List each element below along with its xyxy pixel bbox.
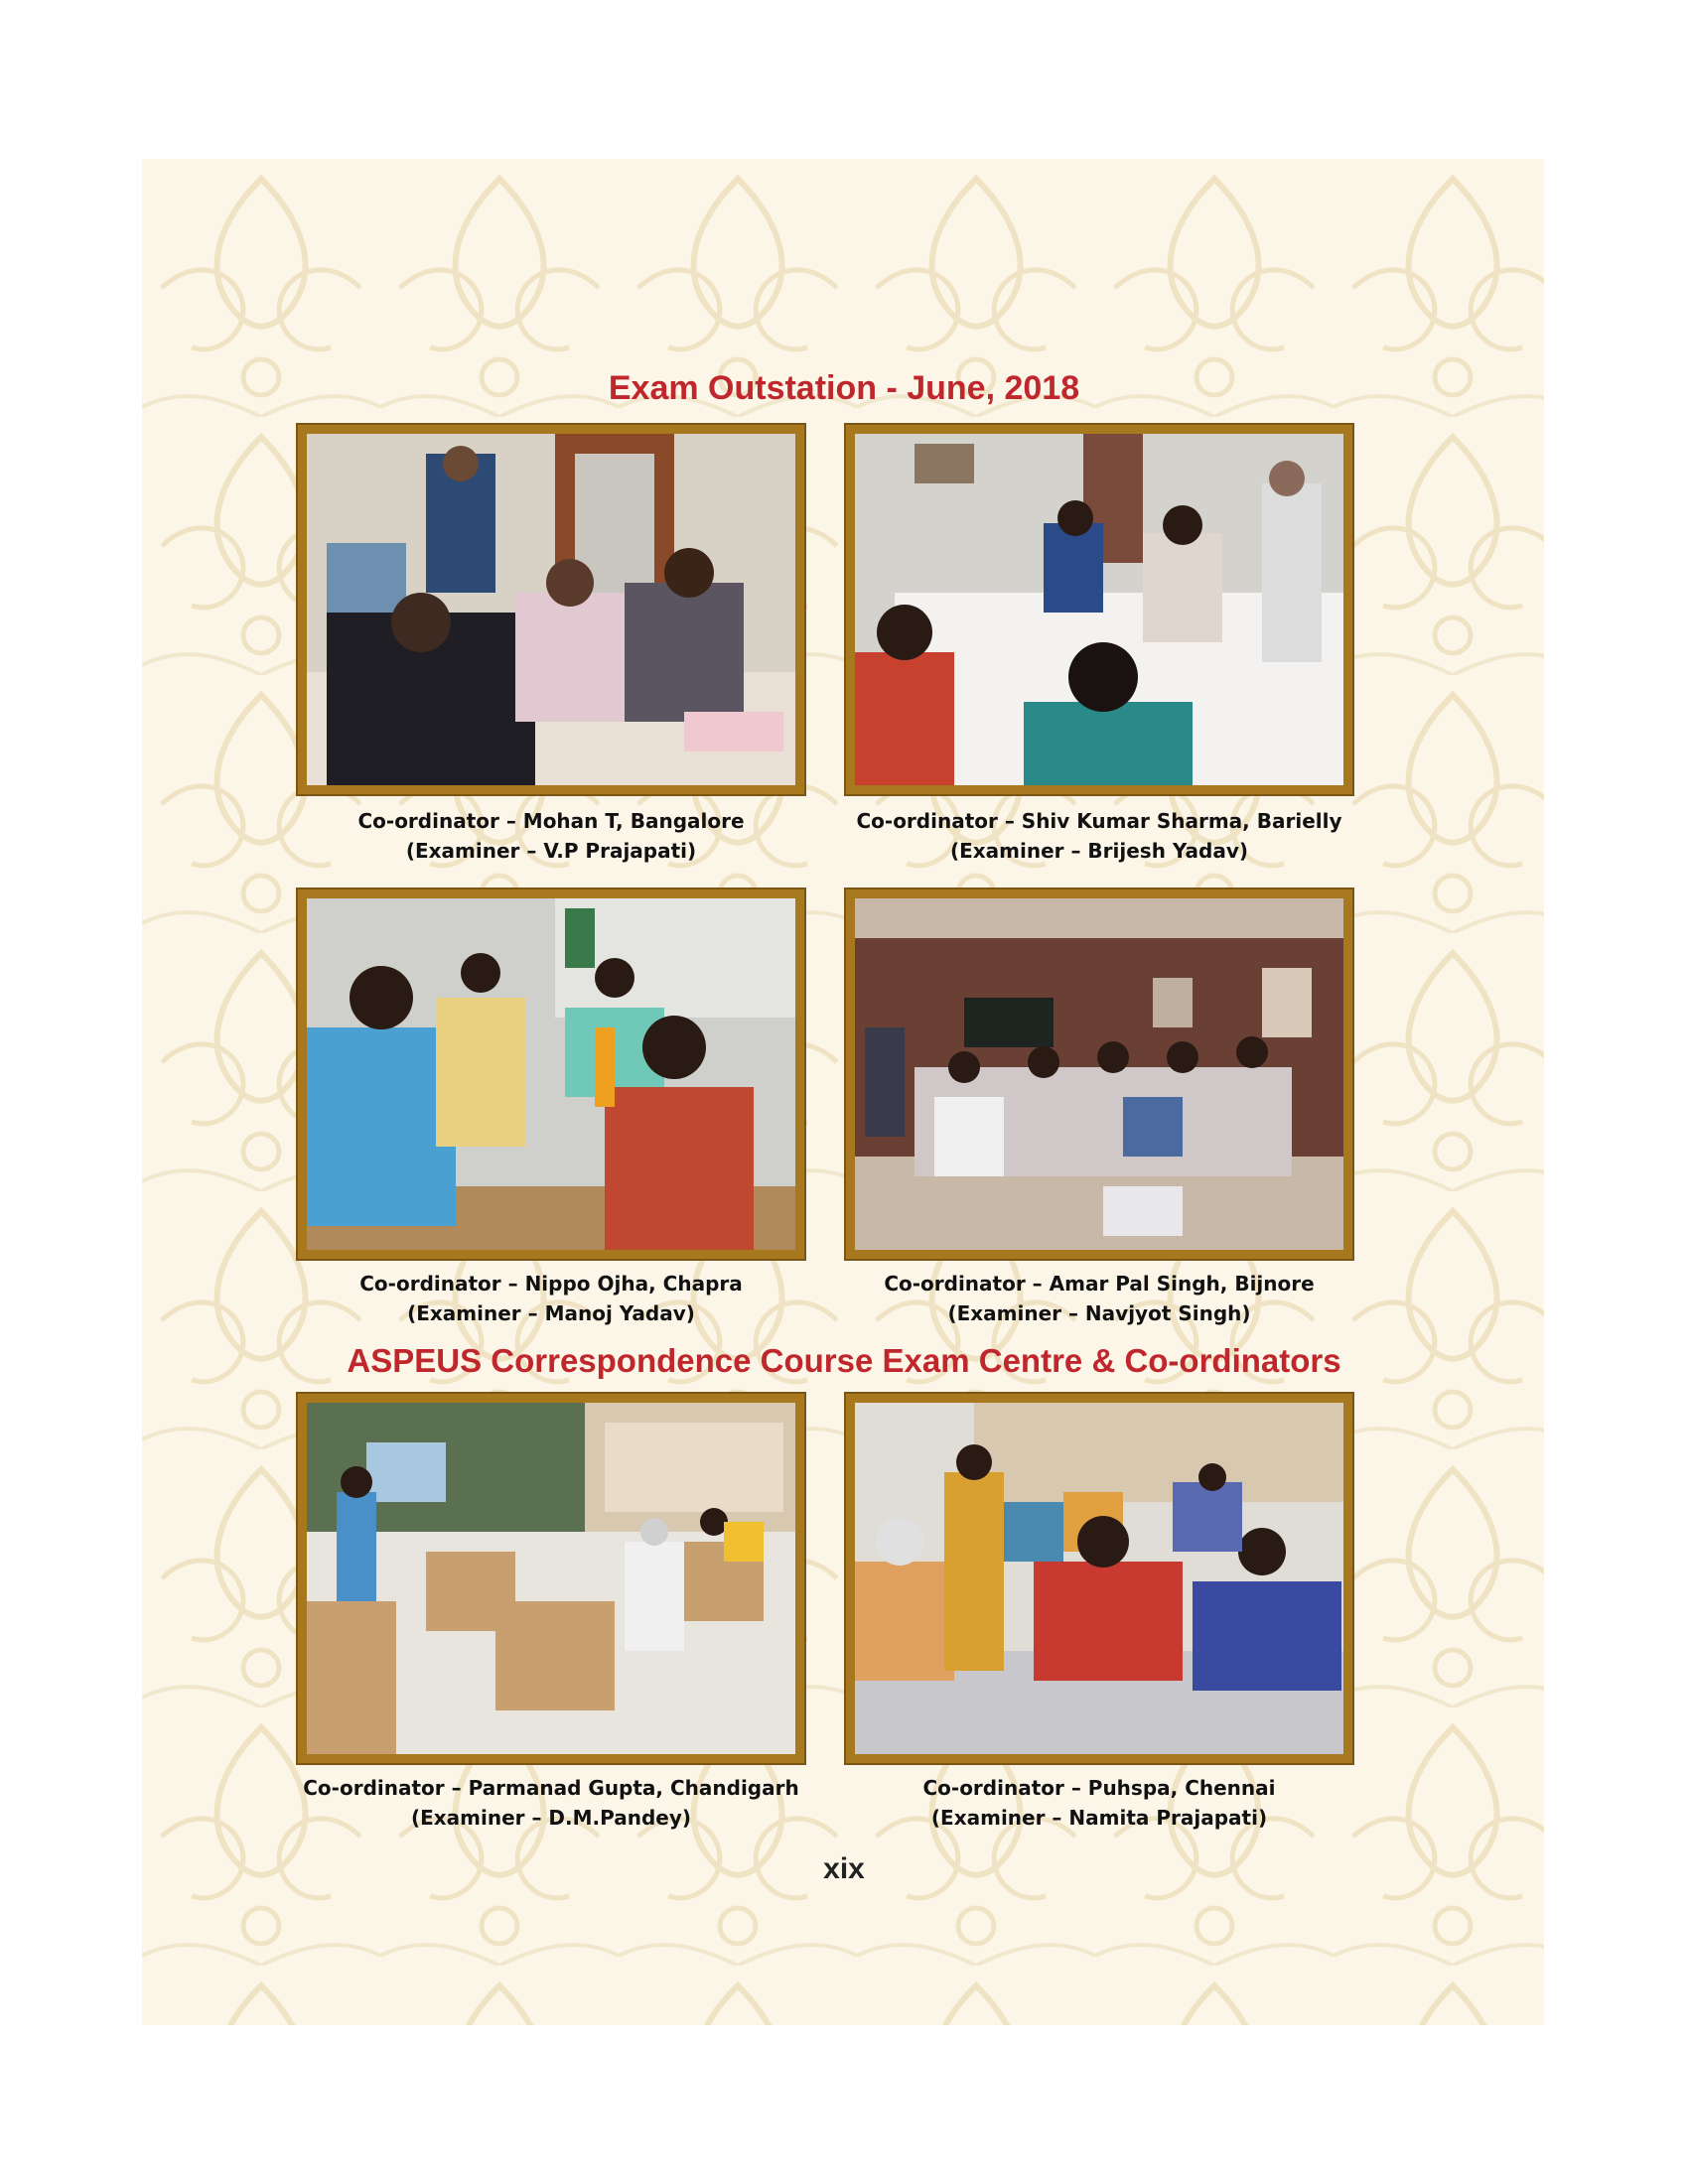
examiner-line: (Examiner – Manoj Yadav) bbox=[407, 1301, 695, 1325]
photo-frame-bijnore bbox=[846, 889, 1352, 1259]
coordinator-line: Co-ordinator – Shiv Kumar Sharma, Barielly bbox=[856, 809, 1342, 833]
photo-frame-chapra bbox=[298, 889, 804, 1259]
photo-frame-chandigarh bbox=[298, 1394, 804, 1763]
coordinator-line: Co-ordinator – Nippo Ojha, Chapra bbox=[359, 1272, 743, 1296]
exam-room-photo-bangalore bbox=[307, 434, 795, 785]
coordinator-line: Co-ordinator – Parmanad Gupta, Chandigarh bbox=[303, 1776, 799, 1800]
page-number: xix bbox=[823, 1852, 865, 1885]
caption-barielly bbox=[846, 806, 1352, 866]
examiner-line: (Examiner – Navjyot Singh) bbox=[947, 1301, 1251, 1325]
examiner-line: (Examiner – D.M.Pandey) bbox=[410, 1806, 692, 1830]
exam-room-photo-barielly bbox=[855, 434, 1343, 785]
caption-chandigarh bbox=[258, 1773, 844, 1833]
exam-room-photo-chandigarh bbox=[307, 1403, 795, 1754]
examiner-line: (Examiner – Namita Prajapati) bbox=[930, 1806, 1268, 1830]
examiner-line: (Examiner – V.P Prajapati) bbox=[405, 839, 697, 863]
coordinator-line: Co-ordinator – Amar Pal Singh, Bijnore bbox=[884, 1272, 1315, 1296]
photo-frame-bangalore bbox=[298, 425, 804, 794]
exam-room-photo-chapra bbox=[307, 898, 795, 1250]
photo-frame-barielly bbox=[846, 425, 1352, 794]
coordinator-line: Co-ordinator – Puhspa, Chennai bbox=[922, 1776, 1276, 1800]
exam-room-photo-chennai bbox=[855, 1403, 1343, 1754]
section-title-exam-outstation: Exam Outstation - June, 2018 bbox=[608, 369, 1080, 407]
caption-chapra bbox=[298, 1269, 804, 1328]
coordinator-line: Co-ordinator – Mohan T, Bangalore bbox=[357, 809, 745, 833]
photo-frame-chennai bbox=[846, 1394, 1352, 1763]
section-title-aspeus: ASPEUS Correspondence Course Exam Centre & Co-ordinators bbox=[347, 1342, 1341, 1379]
caption-bijnore bbox=[846, 1269, 1352, 1328]
examiner-line: (Examiner – Brijesh Yadav) bbox=[949, 839, 1249, 863]
caption-bangalore bbox=[298, 806, 804, 866]
caption-chennai bbox=[846, 1773, 1352, 1833]
exam-room-photo-bijnore bbox=[855, 898, 1343, 1250]
